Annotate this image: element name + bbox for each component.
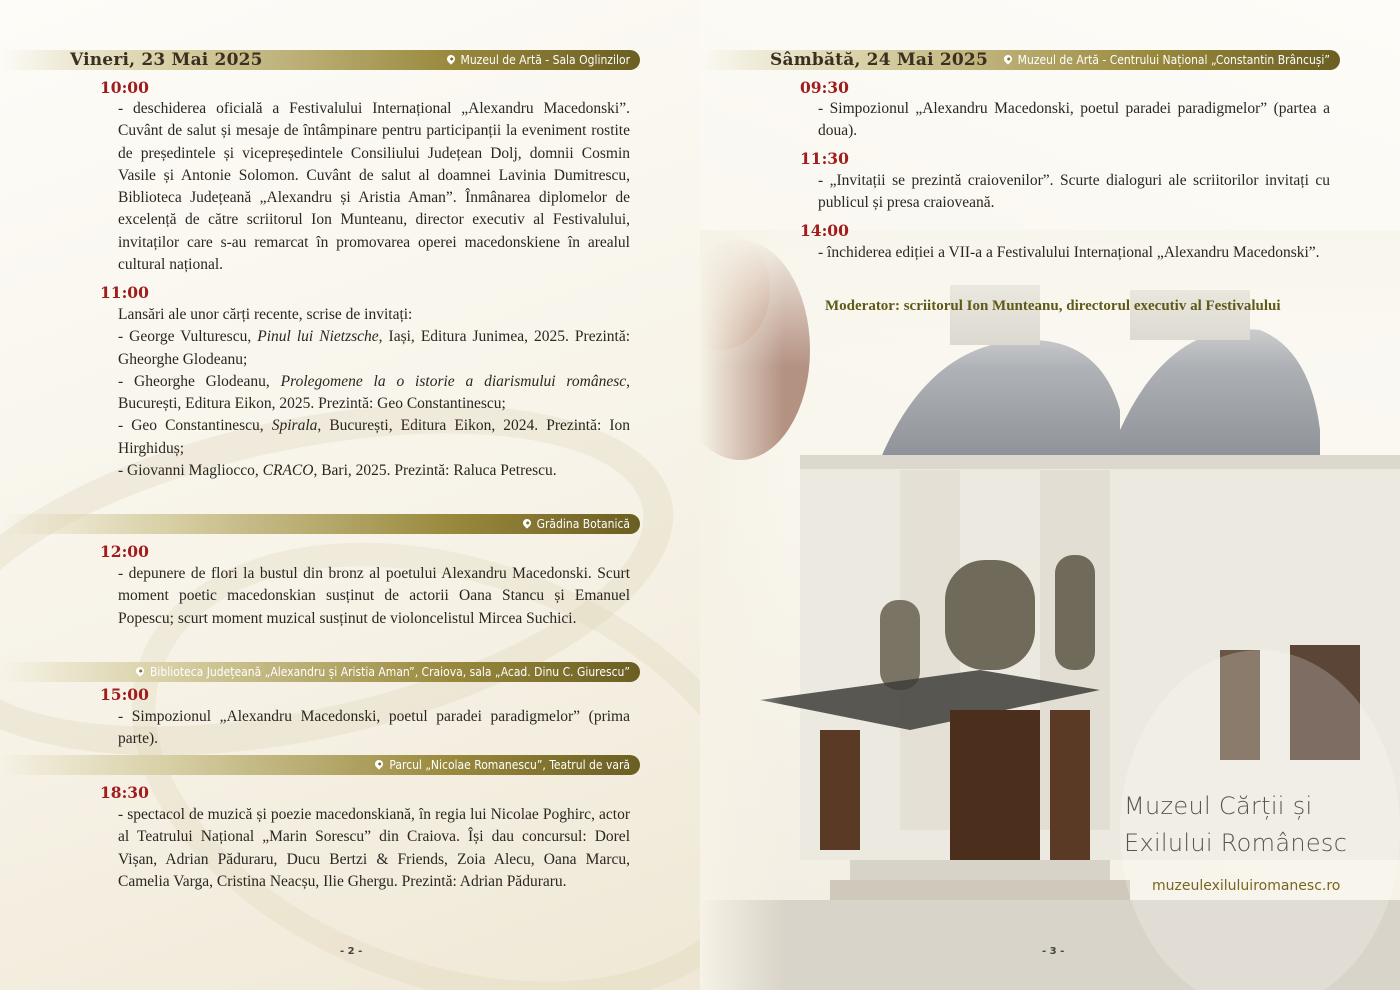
location-label: Parcul „Nicolae Romanescu”, Teatrul de vară xyxy=(375,758,640,772)
event-time: 11:00 xyxy=(100,283,149,302)
event-time: 12:00 xyxy=(100,542,149,561)
event-time: 14:00 xyxy=(800,221,849,240)
day-title: Vineri, 23 Mai 2025 xyxy=(70,50,263,70)
location-label: Grădina Botanică xyxy=(523,517,640,531)
header-band-saturday xyxy=(700,50,1340,70)
header-band-friday xyxy=(0,50,640,70)
location-band xyxy=(0,755,640,775)
event-description: - Simpozionul „Alexandru Macedonski, poetul paradei paradigmelor” (prima parte). xyxy=(118,708,630,748)
map-pin-icon xyxy=(445,53,456,64)
museum-building-photo xyxy=(700,230,1400,990)
right-page xyxy=(700,0,1400,990)
moderator-note: Moderator: scriitorul Ion Munteanu, directorul executiv al Festivalului xyxy=(825,298,1281,314)
map-pin-icon xyxy=(1002,53,1013,64)
location-band xyxy=(0,514,640,534)
event-description: - „Invitații se prezintă craiovenilor”. Scurte dialoguri ale scriitorilor invitați cu publicul și presa craioveană. xyxy=(818,172,1330,212)
day-title: Sâmbătă, 24 Mai 2025 xyxy=(770,50,988,70)
museum-website[interactable]: muzeulexiluluiromanesc.ro xyxy=(1152,878,1341,894)
book-item: - Giovanni Magliocco, CRACO, Bari, 2025. Prezintă: Raluca Petrescu. xyxy=(118,462,557,480)
map-pin-icon xyxy=(521,517,532,528)
book-item: - Gheorghe Glodeanu, Prolegomene la o istorie a diarismului românesc, București, Editura Eikon, 2025. Prezintă: Geo Constantinescu; xyxy=(118,372,630,413)
event-description: - închiderea ediției a VII-a a Festivalului Internațional „Alexandru Macedonski”. xyxy=(818,244,1320,261)
event-description: - spectacol de muzică și poezie macedonskiană, în regia lui Nicolae Poghirc, actor al Teatrului Național „Marin Sorescu” din Craiova. Își dau concursul: Dorel Vișan, Adrian Păduraru, Ducu Bertzi & Friends, Zoia Alecu, Oana Marcu, Camelia Varga, Cristina Neacșu, Ilie Ghergu. Prezintă: Adrian Păduraru. xyxy=(118,806,630,890)
map-pin-icon xyxy=(374,758,385,769)
book-item: - George Vulturescu, Pinul lui Nietzsche, Iași, Editura Junimea, 2025. Prezintă: Gheorghe Glodeanu; xyxy=(118,328,631,368)
book-item: - Geo Constantinescu, Spirala, București, Editura Eikon, 2024. Prezintă: Ion Hirghiduș; xyxy=(118,417,630,457)
event-description: - depunere de flori la bustul din bronz al poetului Alexandru Macedonski. Scurt moment poetic macedonskian susținut de actorii Oana Stancu și Emanuel Popescu; scurt moment muzical susținut de violoncelistul Mircea Suchici. xyxy=(118,565,630,627)
location-label: Muzeul de Artă - Sala Oglinzilor xyxy=(447,53,641,67)
location-band xyxy=(0,662,640,682)
map-pin-icon xyxy=(134,665,145,676)
event-time: 09:30 xyxy=(800,78,849,97)
page-number: - 2 - xyxy=(340,946,363,957)
event-time: 15:00 xyxy=(100,685,149,704)
location-label: Muzeul de Artă - Centrului Național „Constantin Brâncuși” xyxy=(1004,53,1340,67)
event-time: 10:00 xyxy=(100,78,149,97)
event-time: 11:30 xyxy=(800,149,849,168)
location-label: Biblioteca Județeană „Alexandru și Aristia Aman”, Craiova, sala „Acad. Dinu C. Giurescu” xyxy=(136,665,640,679)
museum-name: Muzeul Cărții și Exilului Românesc xyxy=(1124,792,1348,857)
event-description: - deschiderea oficială a Festivalului Internațional „Alexandru Macedonski”. Cuvânt de salut și mesaje de întâmpinare pentru participanții la eveniment rostite de președintele și vicepreședintele Consiliului Județean Dolj, domnii Cosmin Vasile și Antonie Solomon. Cuvânt de salut al doamnei Lavinia Dumitrescu, Biblioteca Județeană „Alexandru și Aristia Aman”. Înmânarea diplomelor de excelență de către scriitorul Ion Munteanu, director executiv al Festivalului, invitaților care s-au remarcat în promovarea operei macedonskiene în arealul cultural național. xyxy=(118,100,630,274)
event-time: 18:30 xyxy=(100,783,149,802)
page-number: - 3 - xyxy=(1042,946,1065,957)
event-description: - Simpozionul „Alexandru Macedonski, poetul paradei paradigmelor” (partea a doua). xyxy=(818,100,1330,140)
book-launches xyxy=(118,304,630,482)
launch-intro: Lansări ale unor cărți recente, scrise de invitați: xyxy=(118,306,413,323)
